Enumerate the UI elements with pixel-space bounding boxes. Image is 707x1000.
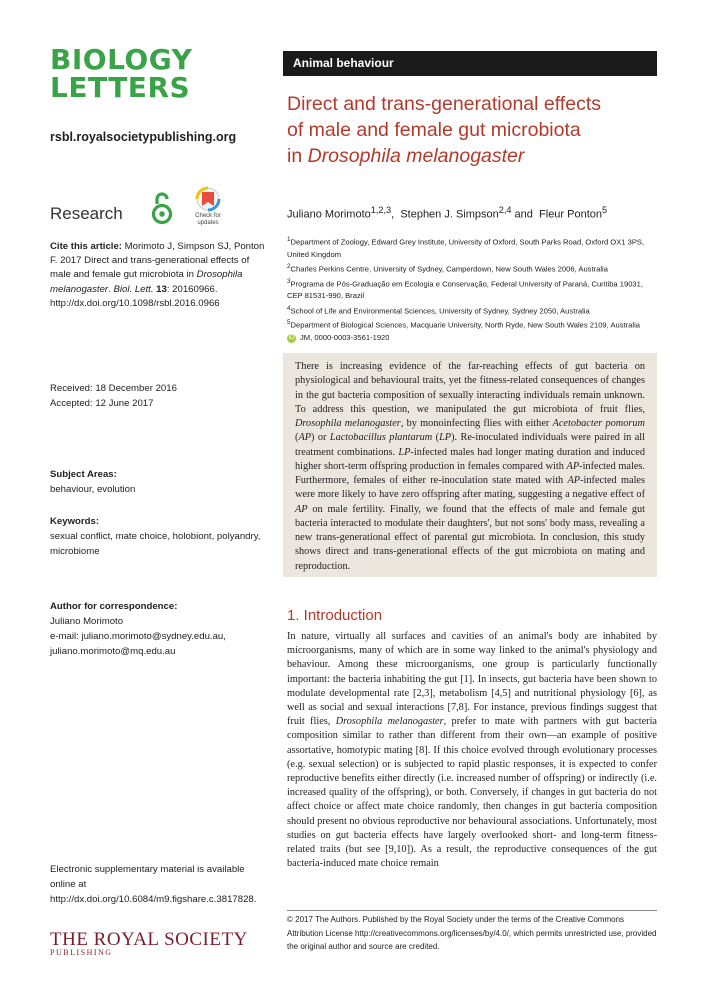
abstract-text: ( [435, 432, 440, 444]
received-date: Received: 18 December 2016 [50, 383, 177, 394]
affiliation-item [287, 261, 657, 276]
title-line-3 [287, 143, 657, 169]
orcid-line[interactable] [287, 333, 390, 343]
affiliation-item [287, 317, 657, 332]
correspondence [50, 599, 265, 659]
title-line-3-prefix: in [287, 145, 303, 167]
abstract-text: -infected males were more likely to have zero offspring after mating, suggesting a negative effect of [295, 475, 646, 501]
abstract-species: Drosophila melanogaster [295, 418, 401, 429]
author-sup: 1,2,3 [370, 205, 392, 215]
citation-species: Drosophila melanogaster [50, 269, 243, 295]
abstract-abbr: AP [567, 475, 581, 486]
author-name: Stephen J. Simpson [400, 208, 499, 221]
affiliations [287, 234, 657, 332]
check-updates-line-2: updates [197, 219, 219, 226]
introduction-paragraph [287, 630, 657, 871]
abstract-text: , by monoinfecting flies with either [400, 418, 550, 429]
open-access-icon [150, 190, 174, 226]
publisher-logo-sub: PUBLISHING [50, 948, 113, 957]
journal-website-link[interactable]: rsbl.royalsocietypublishing.org [50, 130, 237, 144]
abstract-abbr: AP [295, 503, 308, 515]
subject-areas [50, 467, 265, 497]
licence-statement: © 2017 The Authors. Published by the Royal Society under the terms of the Creative Commons Attribution License http://creativecommons.org/licenses/by/4.0/, which permits unrestricted use, provided the original author and source are credited. [287, 910, 657, 954]
abstract-abbr: LP [439, 432, 452, 444]
abstract-text: on male fertility. Finally, we found that the effects of male and female gut bacteria interacted to modulate their daughters', but not sons' body mass, revealing a new trans-generational effect of parental gut microbiota. In conclusion, this study shows direct and trans-generational effects of the gut microbiota on mating and reproduction. [295, 503, 646, 572]
affiliation-sup: 1 [287, 236, 291, 243]
author-sup: 5 [602, 205, 608, 215]
accepted-date: Accepted: 12 June 2017 [50, 398, 154, 409]
abstract-abbr: LP [398, 446, 411, 458]
affiliation-sup: 5 [287, 319, 291, 327]
abstract-text: -infected males had longer mating duration and induced higher short-term offspring production in females compared with [295, 446, 646, 472]
abstract-box [283, 353, 657, 577]
affiliation-item [287, 234, 657, 261]
abstract-text: -infected males. Furthermore, females of either re-inoculation state mated with [295, 460, 645, 486]
affiliation-item [287, 276, 657, 303]
logo-line-1: BIOLOGY [50, 43, 193, 76]
check-updates-label [190, 213, 226, 226]
check-updates-line-1: Check for [195, 213, 221, 219]
citation-label: Cite this article: [50, 241, 122, 252]
abstract-text: ) or [311, 432, 327, 444]
correspondence-email-2[interactable]: juliano.morimoto@mq.edu.au [50, 646, 176, 657]
abstract-text: ). Re-inoculated individuals were paired in all treatment combinations. [295, 432, 646, 458]
correspondence-name: Juliano Morimoto [50, 616, 124, 627]
intro-text: In nature, virtually all surfaces and cavities of an animal's body are inhabited by microorganisms, many of which are in some way linked to the animal's physiology and behaviour. Among these microorganisms, one group is particularly functionally important: the bacteria inhabiting the gut [1]. In insects, gut bacteria have been shown to modulate developmental rate [2,3], metabolism [4,5] and nutritional physiology [6], as well as social and sexual interactions [7,8]. For instance, previous findings suggest that fruit flies, [287, 631, 657, 728]
title-line-1: Direct and trans-generational effects [287, 93, 601, 115]
affiliation-text: Charles Perkins Centre, University of Sydney, Camperdown, New South Wales 2006, Australia [290, 264, 608, 274]
abstract-text: There is increasing evidence of the far-reaching effects of gut bacteria on physiological and behavioural traits, yet the fitness-related consequences of changes in the gut bacteria composition of sexually interacting individuals remain unknown. To address this question, we manipulated the gut microbiota of fruit flies, [295, 361, 645, 415]
citation-text: Morimoto J, Simpson SJ, Ponton F. 2017 Direct and trans-generational effects of male and female gut microbiota in [50, 241, 265, 281]
abstract-species: Acetobacter pomorum [552, 418, 645, 429]
citation-doi-link[interactable]: http://dx.doi.org/10.1098/rsbl.2016.0966 [50, 297, 220, 309]
affiliation-sup: 4 [287, 304, 291, 312]
affiliation-text: Department of Biological Sciences, Macquarie University, North Ryde, New South Wales 2109, Australia [290, 320, 641, 330]
subject-heading: Subject Areas: [50, 469, 117, 480]
abstract-text: ( [295, 432, 299, 444]
subject-text: behaviour, evolution [50, 484, 136, 495]
article-title [287, 91, 657, 169]
keywords [50, 514, 265, 559]
abstract-species: Lactobacillus plantarum [329, 432, 433, 444]
keywords-heading: Keywords: [50, 516, 100, 527]
author-name: Juliano Morimoto [287, 208, 371, 221]
author-sup: 2,4 [498, 205, 512, 215]
orcid-icon: iD [288, 334, 295, 341]
author-name: Fleur Ponton [539, 208, 603, 221]
correspondence-heading: Author for correspondence: [50, 601, 178, 612]
title-species: Drosophila melanogaster [307, 145, 525, 167]
author-list: Juliano Morimoto$^{1,2,3}$, Stephen J. Simpson$^{2,4}$ and Fleur Ponton$^5$ [287, 205, 608, 221]
affiliation-text: School of Life and Environmental Sciences, University of Sydney, Sydney 2050, Australia [290, 306, 590, 316]
citation-volume: 13 [156, 283, 167, 295]
article-type: Research [50, 204, 123, 223]
affiliation-sup: 2 [287, 262, 291, 270]
abstract-abbr: AP [566, 460, 580, 472]
affiliation-text: Programa de Pós-Graduação em Ecologia e Conservação, Federal University of Paraná, Curitiba 19031, CEP 81531-990, Brazil [287, 279, 643, 301]
orcid-text: JM, 0000-0003-3561-1920 [300, 333, 390, 342]
journal-logo [50, 43, 210, 104]
abstract-abbr: AP [298, 432, 312, 444]
publisher-logo: THE ROYAL SOCIETY [50, 929, 248, 950]
affiliation-sup: 3 [287, 277, 291, 285]
affiliation-item [287, 303, 657, 318]
section-banner: Animal behaviour [283, 51, 657, 76]
citation-journal: Biol. Lett. [113, 283, 154, 295]
correspondence-email-1[interactable]: e-mail: juliano.morimoto@sydney.edu.au, [50, 631, 226, 642]
dates-block [50, 381, 265, 411]
introduction-heading: 1. Introduction [287, 607, 383, 624]
title-line-2: of male and female gut microbiota [287, 119, 581, 141]
citation-block: Cite this article: Morimoto J, Simpson SJ, Ponton F. 2017 Direct and trans-generational effects of male and female gut microbiota in Drosophila melanogaster. Biol. Lett. 13: 20160966. http://dx.doi.org/10.1098/rsbl.2016.0966 [50, 241, 265, 309]
logo-line-2: LETTERS [50, 71, 191, 104]
citation-pages: 20160966. [172, 283, 218, 295]
keywords-text: sexual conflict, mate choice, holobiont, polyandry, microbiome [50, 531, 261, 557]
affiliation-text: Department of Zoology, Edward Grey Institute, University of Oxford, South Parks Road, Oxford OX1 3PS, United Kingdom [287, 237, 645, 259]
intro-text: , prefer to mate with partners with gut bacteria composition similar to rather than different from their own—an example of positive assortative, homotypic mating [8]. If this choice evolved through evolutionary processes (e.g. sexual selection) or is subjected to rapid plastic responses, it is expected to confer reproductive benefits either directly (i.e. increased number of offspring) or indirectly (i.e. increased quality of the offspring), or both. Conversely, if changes in gut bacteria do not affect choice or affect mate choice randomly, then changes in gut bacteria composition should present no obvious reproductive nor behavioural associations. Unfortunately, most studies on gut bacteria effects have largely overlooked short- and long-term fitness-related traits (but see [9,10]). As a result, the reproductive consequences of the gut bacteria-induced mate choice remain [287, 716, 657, 870]
intro-species: Drosophila melanogaster [335, 716, 444, 728]
supplementary-material-note: Electronic supplementary material is available online at http://dx.doi.org/10.6084/m9.figshare.c.3817828. [50, 864, 257, 905]
